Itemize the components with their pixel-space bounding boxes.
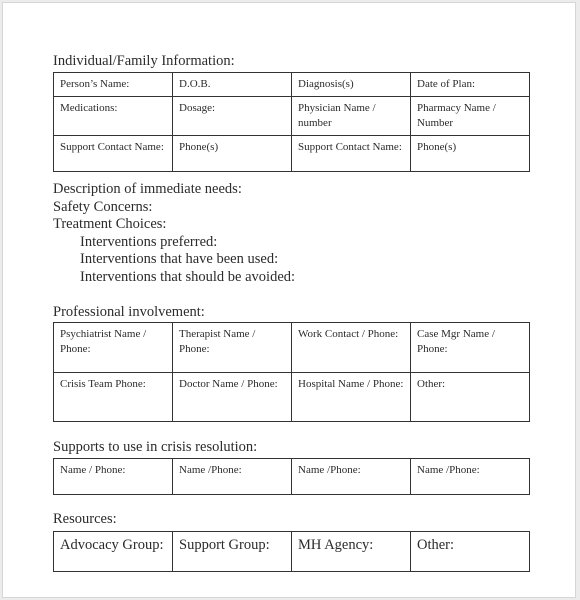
psychiatrist-cell[interactable]: Psychiatrist Name / Phone: <box>54 323 173 373</box>
interventions-avoided-label: Interventions that should be avoided: <box>80 268 296 285</box>
interventions-preferred-label: Interventions preferred: <box>80 233 218 250</box>
dob-cell[interactable]: D.O.B. <box>173 73 292 97</box>
support-contact-name-cell[interactable]: Support Contact Name: <box>54 136 173 172</box>
hospital-cell[interactable]: Hospital Name / Phone: <box>292 373 411 422</box>
supports-table <box>53 458 530 495</box>
safety-concerns-label: Safety Concerns: <box>53 198 153 215</box>
support-name-phone-cell-3[interactable]: Name /Phone: <box>292 459 411 495</box>
other-professional-cell[interactable]: Other: <box>411 373 530 422</box>
table-row <box>54 136 530 172</box>
crisis-team-cell[interactable]: Crisis Team Phone: <box>54 373 173 422</box>
table-row <box>54 373 530 422</box>
supports-heading: Supports to use in crisis resolution: <box>53 439 258 455</box>
immediate-needs-label: Description of immediate needs: <box>53 181 242 197</box>
date-of-plan-cell[interactable]: Date of Plan: <box>411 73 530 97</box>
advocacy-group-cell[interactable]: Advocacy Group: <box>54 532 173 572</box>
support-phone-cell[interactable]: Phone(s) <box>173 136 292 172</box>
professional-heading: Professional involvement: <box>53 304 205 320</box>
dosage-cell[interactable]: Dosage: <box>173 97 292 136</box>
case-mgr-cell[interactable]: Case Mgr Name / Phone: <box>411 323 530 373</box>
individual-info-table <box>53 72 530 172</box>
treatment-choices-label: Treatment Choices: <box>53 216 167 232</box>
work-contact-cell[interactable]: Work Contact / Phone: <box>292 323 411 373</box>
support-group-cell[interactable]: Support Group: <box>173 532 292 572</box>
professional-table <box>53 322 530 422</box>
physician-cell[interactable]: Physician Name / number <box>292 97 411 136</box>
interventions-used-label: Interventions that have been used: <box>80 251 279 267</box>
medications-cell[interactable]: Medications: <box>54 97 173 136</box>
resources-heading: Resources: <box>53 511 117 527</box>
resources-table <box>53 531 530 572</box>
support-phone-cell-2[interactable]: Phone(s) <box>411 136 530 172</box>
support-contact-name-cell-2[interactable]: Support Contact Name: <box>292 136 411 172</box>
support-name-phone-cell-1[interactable]: Name / Phone: <box>54 459 173 495</box>
other-resource-cell[interactable]: Other: <box>411 532 530 572</box>
table-row <box>54 73 530 97</box>
pharmacy-cell[interactable]: Pharmacy Name / Number <box>411 97 530 136</box>
doctor-cell[interactable]: Doctor Name / Phone: <box>173 373 292 422</box>
support-name-phone-cell-4[interactable]: Name /Phone: <box>411 459 530 495</box>
table-row <box>54 459 530 495</box>
table-row <box>54 323 530 373</box>
table-row <box>54 532 530 572</box>
persons-name-cell[interactable]: Person’s Name: <box>54 73 173 97</box>
mh-agency-cell[interactable]: MH Agency: <box>292 532 411 572</box>
document-page <box>2 2 576 598</box>
support-name-phone-cell-2[interactable]: Name /Phone: <box>173 459 292 495</box>
therapist-cell[interactable]: Therapist Name / Phone: <box>173 323 292 373</box>
individual-info-heading: Individual/Family Information: <box>53 53 235 69</box>
diagnosis-cell[interactable]: Diagnosis(s) <box>292 73 411 97</box>
needs-section <box>53 181 295 286</box>
table-row <box>54 97 530 136</box>
